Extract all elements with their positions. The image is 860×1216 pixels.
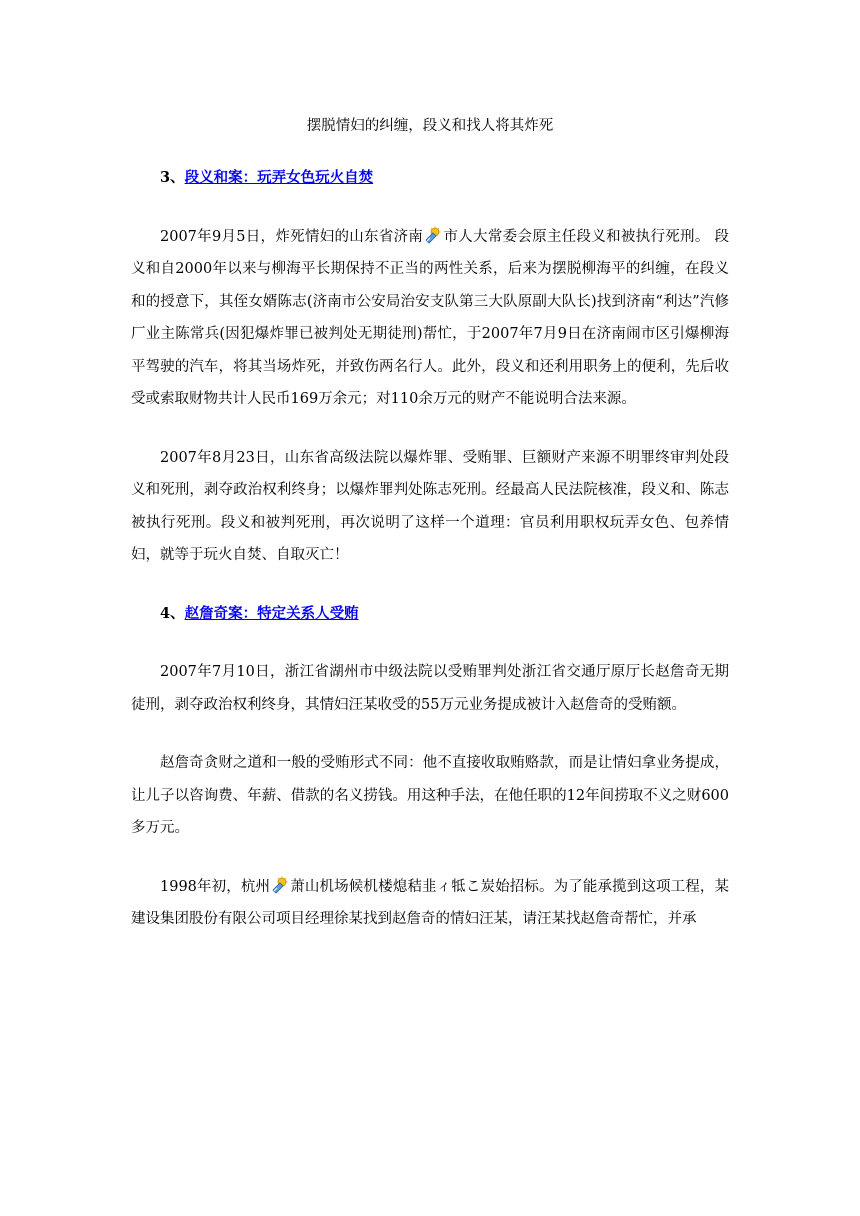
weather-sun-icon [271,876,289,894]
paragraph-text: 2007年9月5日，炸死情妇的山东省济南 [160,228,424,245]
paragraph-text: 市人大常委会原主任段义和被执行死刑。 段义和自2000年以来与柳海平长期保持不正当的两性关系，后来为摆脱柳海平的纠缠，在段义和的授意下，其侄女婿陈志(济南市公安局治安支队第三大队原副大队长)找到济南“利达”汽修厂业主陈常兵(因犯爆炸罪已被判处无期徒刑)帮忙，于2007年7月9日在济南闹市区引爆柳海平驾驶的汽车，将其当场炸死，并致伤两名行人。此外，段义和还利用职务上的便利，先后收受或索取财物共计人民币169万余元；对110余万元的财产不能说明合法来源。 [131,228,730,407]
weather-sun-icon [424,226,442,244]
paragraph-text: 萧山机场候机楼熄秸韭ィ牴こ炭始招标。为了能承揽到这项工程，某建设集团股份有限公司项目经理徐某找到赵詹奇的情妇汪某，请汪某找赵詹奇帮忙，并承 [131,878,729,927]
image-caption: 摆脱情妇的纠缠，段义和找人将其炸死 [306,118,554,134]
paragraph [131,871,729,936]
section-number: 4、 [160,604,185,622]
document-page [131,96,729,936]
section-link-zhao-zhanqi[interactable]: 赵詹奇案：特定关系人受贿 [184,604,359,622]
paragraph [131,221,729,416]
paragraph: 2007年8月23日，山东省高级法院以爆炸罪、受贿罪、巨额财产来源不明罪终审判处段义和死刑，剥夺政治权利终身；以爆炸罪判处陈志死刑。经最高人民法院核准，段义和、陈志被执行死刑。段义和被判死刑，再次说明了这样一个道理：官员利用职权玩弄女色、包养情妇，就等于玩火自焚、自取灭亡！ [131,449,729,563]
paragraph: 赵詹奇贪财之道和一般的受贿形式不同：他不直接收取贿赂款，而是让情妇拿业务提成，让儿子以咨询费、年薪、借款的名义捞钱。用这种手法，在他任职的12年间捞取不义之财600多万元。 [131,755,729,836]
paragraph: 2007年7月10日，浙江省湖州市中级法院以受贿罪判处浙江省交通厅原厅长赵詹奇无期徒刑，剥夺政治权利终身，其情妇汪某收受的55万元业务提成被计入赵詹奇的受贿额。 [131,664,729,713]
section-number: 3、 [160,169,185,186]
section-heading-4 [131,598,729,631]
section-link-duan-yihe[interactable]: 段义和案：玩弄女色玩火自焚 [184,169,374,186]
paragraph-text: 1998年初，杭州 [160,878,271,895]
section-heading-3 [131,162,729,195]
